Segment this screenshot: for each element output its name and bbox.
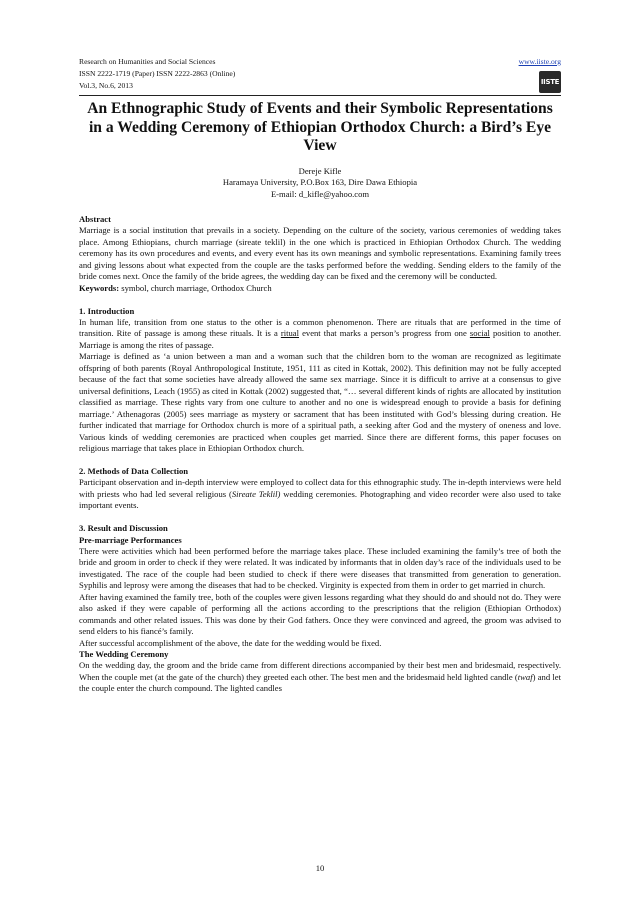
iiste-logo-icon: IISTE <box>539 71 561 93</box>
results-paragraph-1: There were activities which had been performed before the marriage takes place. These included examining the family’s tree of both the bride and groom in order to check if they were related. It was indicated by informants that in olden day’s race of the individuals used to be investigated. The race of the couple had been studied to check if there were diseases that transmitted from generation to generation. Syphilis and leprosy were among the diseases that had to be checked. Virginity is expected from them in order to get married in church. <box>79 545 561 591</box>
paper-title: An Ethnographic Study of Events and their Symbolic Representations in a Wedding Ceremony of Ethiopian Orthodox Church: a Bird’s Eye View <box>87 100 553 154</box>
author-block <box>79 166 561 200</box>
intro-heading: 1. Introduction <box>79 305 135 316</box>
results-paragraph-2: After having examined the family tree, both of the couples were given lessons regarding what they should do and should not do. They were also asked if they were capable of performing all the actions according to the prescriptions that the religion (Ethiopian Orthodox) commands and other related issues. This was done by their God fathers. Once they were convinced and agreed, the groom was advised to send elders to his fiancé’s family. <box>79 591 561 637</box>
page-number: 10 <box>315 863 325 873</box>
abstract-text: Marriage is a social institution that prevails in a society. Depending on the culture of the society, various ceremonies of wedding takes place. Among Ethiopians, church marriage (sireate teklil) in the one which is practiced in Ethiopian Orthodox Church. The wedding ceremony has its own procedures and events, and every event has its own meanings and symbolic representations. Examining family trees and giving lessons about what expected from the couple are the tasks performed before the wedding. Sending elders to the family of the bride comes next. Once the family of the bride agrees, the wedding day can be fixed and the ceremony will be conducted. <box>79 225 561 282</box>
author-affiliation: Haramaya University, P.O.Box 163, Dire Dawa Ethiopia <box>222 177 418 188</box>
author-email: E-mail: d_kifle@yahoo.com <box>270 188 370 199</box>
keywords-line <box>79 283 561 294</box>
ritual-link[interactable]: ritual <box>280 328 299 339</box>
premarriage-subheading: Pre-marriage Performances <box>79 534 182 545</box>
abstract-heading: Abstract <box>79 214 111 224</box>
methods-paragraph: Participant observation and in-depth interview were employed to collect data for this ethnographic study. The in-depth interviews were held with priests who had led several religious (Sireate Teklil) wedding ceremonies. Photographing and video recorder were also used to take important events. <box>79 477 561 511</box>
running-header <box>79 56 561 92</box>
intro-paragraph-2: Marriage is defined as ‘a union between a man and a woman such that the children born to the woman are recognized as legitimate offspring of both parents (Royal Anthropological Institute, 1951, 111 as cited in Kottak, 2002). This definition may not be fully accepted because of the fact that some societies have already allowed the same sex marriage. Since it is difficult to arrive at a consensus to give universal definitions, Leach (1955) as cited in Kottak (2002) suggested that, “… several different kinds of rights are allocated by institution classified as marriage. These rights vary from one culture to another and no one is widespread enough to provide a basis for defining marriage.’ Athenagoras (2005) sees marriage as mystery or sacrament that has been instituted with God’s blessing during creation. He further indicated that marriage for Orthodox church is more of a spiritual path, a seeking after God and the mystery of oneness and love. Various kinds of wedding ceremonies are practiced when couples get married. Since there are different forms, this paper focuses on religious marriage that takes place in Ethiopian Orthodox church. <box>79 351 561 453</box>
social-link[interactable]: social <box>469 328 490 339</box>
journal-url-link[interactable]: www.iiste.org <box>518 57 561 66</box>
volume-line: Vol.3, No.6, 2013 <box>79 81 133 90</box>
wedding-ceremony-subheading: The Wedding Ceremony <box>79 649 169 660</box>
keywords-label: Keywords: <box>79 282 120 293</box>
header-divider <box>79 95 561 96</box>
issn-line: ISSN 2222-1719 (Paper) ISSN 2222-2863 (Online) <box>79 69 236 78</box>
keywords-text: symbol, church marriage, Orthodox Church <box>119 282 272 293</box>
author-name: Dereje Kifle <box>298 166 342 176</box>
intro-paragraph-1: In human life, transition from one status to the other is a common phenomenon. There are rituals that are performed in the time of transition. Rite of passage is among these rituals. It is a ritual event that marks a person’s progress from one social position to another. Marriage is among the rites of passage. <box>79 317 561 350</box>
paper-body <box>79 214 561 695</box>
results-paragraph-3: After successful accomplishment of the above, the date for the wedding would be fixed. <box>79 637 382 648</box>
results-paragraph-4: On the wedding day, the groom and the bride came from different directions accompanied by their best men and bridesmaid, respectively. When the couple met (at the gate of the church) they greeted each other. The best men and the bridesmaid held lighted candle (twaf) and let the couple enter the church compound. The lighted candles <box>79 660 561 694</box>
results-heading: 3. Result and Discussion <box>79 523 168 534</box>
journal-name: Research on Humanities and Social Sciences <box>79 57 216 66</box>
methods-heading: 2. Methods of Data Collection <box>79 465 189 476</box>
